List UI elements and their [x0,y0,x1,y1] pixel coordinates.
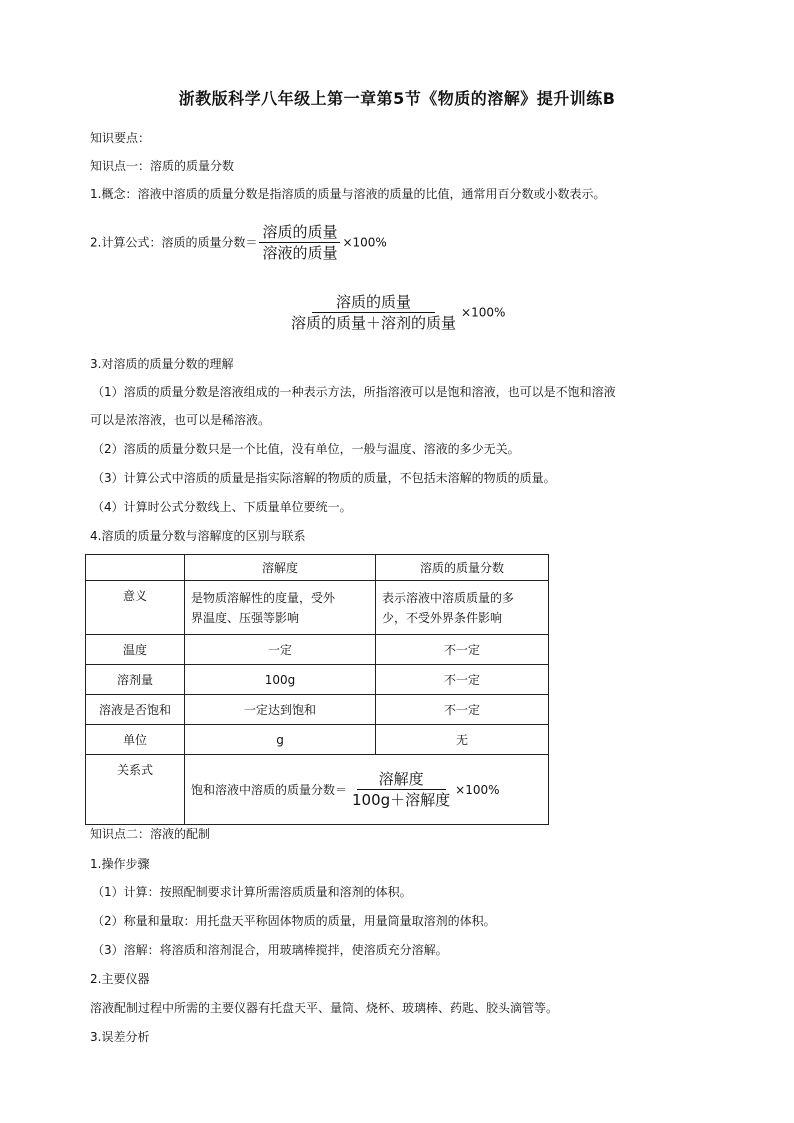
table-row [86,635,549,665]
cell-meaning-fraction [376,581,549,635]
table-row [86,665,549,695]
relation-denominator: 100g＋溶解度 [352,791,451,809]
formula2-suffix: ×100% [461,305,506,320]
relation-formula [191,770,542,809]
instruments-heading: 2.主要仪器 [90,972,150,986]
formula1-fraction [259,223,340,262]
cell-unit-solubility: g [185,725,376,755]
row-label-temperature: 温度 [86,635,185,665]
comparison-table [85,554,549,825]
understanding-item-1: （1）溶质的质量分数是溶液组成的一种表示方法，所指溶液可以是饱和溶液，也可以是不饱和溶液 [92,385,616,399]
understanding-item-4: （4）计算时公式分数线上、下质量单位要统一。 [92,500,352,514]
error-analysis-heading: 3.误差分析 [90,1030,150,1044]
formula1-denominator: 溶液的质量 [262,244,338,262]
cell-line: 少，不受外界条件影响 [382,610,503,625]
table-row [86,695,549,725]
cell-temperature-fraction: 不一定 [376,635,549,665]
formula-label: 2.计算公式：溶质的质量分数＝ [90,235,258,250]
relation-fraction [349,770,453,809]
step-item-1: （1）计算：按照配制要求计算所需溶质质量和溶剂的体积。 [92,885,412,899]
table-row [86,581,549,635]
relation-prefix: 饱和溶液中溶质的质量分数＝ [191,783,348,797]
table-row [86,755,549,825]
cell-relation-formula [185,755,549,825]
formula-2 [286,292,505,333]
formula1-numerator: 溶质的质量 [259,223,340,243]
relation-suffix: ×100% [455,782,500,797]
point1-heading: 知识点一：溶质的质量分数 [90,159,235,173]
row-label-meaning: 意义 [86,581,185,635]
cell-line: 界温度、压强等影响 [191,610,300,625]
understanding-item-1-cont: 可以是浓溶液，也可以是稀溶液。 [90,413,271,427]
table-row [86,725,549,755]
steps-heading: 1.操作步骤 [90,857,150,871]
instruments-text: 溶液配制过程中所需的主要仪器有托盘天平、量筒、烧杯、玻璃棒、药匙、胶头滴管等。 [90,1001,559,1015]
table-header-blank [86,555,185,581]
cell-solvent-solubility: 100g [185,665,376,695]
understanding-heading: 3.对溶质的质量分数的理解 [90,357,234,371]
row-label-solvent: 溶剂量 [86,665,185,695]
table-header-mass-fraction: 溶质的质量分数 [376,555,549,581]
table-header-solubility: 溶解度 [185,555,376,581]
document-title: 浙教版科学八年级上第一章第5节《物质的溶解》提升训练B [178,89,616,108]
concept-text: 1.概念：溶液中溶质的质量分数是指溶质的质量与溶液的质量的比值，通常用百分数或小数表示。 [90,187,606,201]
formula2-fraction [288,293,459,332]
row-label-saturated: 溶液是否饱和 [86,695,185,725]
cell-temperature-solubility: 一定 [185,635,376,665]
formula2-numerator: 溶质的质量 [312,293,435,313]
formula2-denominator: 溶质的质量＋溶剂的质量 [291,314,457,332]
cell-saturated-fraction: 不一定 [376,695,549,725]
step-item-3: （3）溶解：将溶质和溶剂混合，用玻璃棒搅拌，使溶质充分溶解。 [92,943,448,957]
row-label-relation: 关系式 [86,755,185,825]
cell-meaning-solubility [185,581,376,635]
row-label-unit: 单位 [86,725,185,755]
knowledge-heading: 知识要点： [90,131,151,145]
step-item-2: （2）称量和量取：用托盘天平称固体物质的质量，用量筒量取溶剂的体积。 [92,914,496,928]
understanding-item-3: （3）计算公式中溶质的质量是指实际溶解的物质的质量，不包括未溶解的物质的质量。 [92,471,556,485]
formula-1 [90,222,387,263]
table-header-row [86,555,549,581]
point2-heading: 知识点二：溶液的配制 [90,827,211,841]
formula1-suffix: ×100% [342,235,387,250]
cell-saturated-solubility: 一定达到饱和 [185,695,376,725]
cell-line: 表示溶液中溶质质量的多 [382,590,515,605]
cell-line: 是物质溶解性的度量，受外 [191,590,336,605]
cell-unit-fraction: 无 [376,725,549,755]
cell-solvent-fraction: 不一定 [376,665,549,695]
relation-numerator: 溶解度 [357,770,446,790]
understanding-item-2: （2）溶质的质量分数只是一个比值，没有单位，一般与温度、溶液的多少无关。 [92,442,520,456]
table-heading: 4.溶质的质量分数与溶解度的区别与联系 [90,529,306,543]
